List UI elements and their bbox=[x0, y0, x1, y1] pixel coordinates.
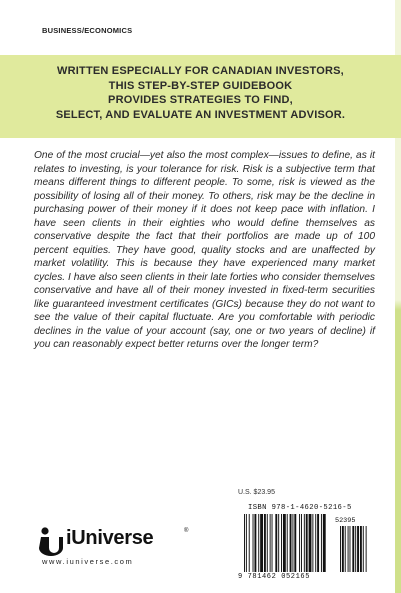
barcode-bar bbox=[299, 514, 300, 572]
barcode-bar bbox=[278, 514, 279, 572]
iuniverse-logo-icon bbox=[38, 526, 64, 556]
barcode-bar bbox=[244, 514, 245, 572]
barcode bbox=[240, 514, 376, 578]
headline-line-1: WRITTEN ESPECIALLY FOR CANADIAN INVESTORS, bbox=[57, 65, 344, 77]
barcode-addon-bar bbox=[355, 526, 356, 572]
barcode-bar bbox=[321, 514, 322, 572]
barcode-addon-bar bbox=[366, 526, 367, 572]
barcode-addon-bar bbox=[350, 526, 351, 572]
barcode-bar bbox=[323, 514, 326, 572]
isbn-label: ISBN 978-1-4620-5216-5 bbox=[248, 504, 352, 512]
barcode-bar bbox=[304, 514, 305, 572]
headline bbox=[18, 64, 383, 122]
barcode-bar bbox=[317, 514, 319, 572]
barcode-bar bbox=[264, 514, 266, 572]
barcode-bar bbox=[260, 514, 263, 572]
barcode-addon-bar bbox=[342, 526, 344, 572]
barcode-bar bbox=[306, 514, 308, 572]
barcode-bar bbox=[315, 514, 316, 572]
publisher-url: www.iuniverse.com bbox=[42, 557, 134, 566]
headline-line-4: SELECT, AND EVALUATE AN INVESTMENT ADVISOR. bbox=[55, 108, 346, 121]
registered-mark: ® bbox=[184, 528, 189, 534]
barcode-bar bbox=[246, 514, 247, 572]
barcode-bar bbox=[287, 514, 288, 572]
barcode-addon-bar bbox=[357, 526, 359, 572]
excerpt-paragraph: One of the most crucial—yet also the most complex—issues to define, as it relates to investing, is your tolerance for risk. Risk is a subjective term that means different things to different people. To some, risk is viewed as the possibility of losing all of their money. To others, risk may be the decline in purchasing power of their money if it does not keep pace with inflation. I have seen clients in their eighties who would define themselves as conservative despite the fact that their portfolios are made up of 100 percent equities. They have good, quality stocks and are unaffected by market volatility. This is because they have experienced many market cycles. I have also seen clients in their late forties who consider themselves conservative and have all of their money invested in fixed-term securities like guaranteed investment certificates (GICs) because they do not want to see the value of their capital fluctuate. Are you comfortable with periodic declines in the value of your account (say, one or two years of decline) if you can reasonably expect better returns over the longer term? bbox=[34, 150, 375, 350]
barcode-bar bbox=[290, 514, 292, 572]
barcode-bar bbox=[270, 514, 271, 572]
barcode-bar bbox=[294, 514, 296, 572]
barcode-digits: 9 781462 052165 bbox=[238, 573, 311, 581]
price-label: U.S. $23.95 bbox=[238, 489, 275, 496]
barcode-addon-bar bbox=[345, 526, 346, 572]
barcode-bar bbox=[292, 514, 293, 572]
barcode-bar bbox=[272, 514, 273, 572]
barcode-bar bbox=[258, 514, 259, 572]
barcode-addon-bar bbox=[363, 526, 364, 572]
barcode-bar bbox=[267, 514, 268, 572]
barcode-bar bbox=[309, 514, 312, 572]
barcode-bar bbox=[275, 514, 277, 572]
barcode-bar bbox=[281, 514, 282, 572]
category-label: BUSINESS/ECONOMICS bbox=[42, 26, 133, 35]
headline-line-2: THIS STEP-BY-STEP GUIDEBOOK bbox=[108, 79, 293, 92]
barcode-bar bbox=[254, 514, 256, 572]
barcode-addon-bar bbox=[360, 526, 362, 572]
barcode-bar bbox=[301, 514, 302, 572]
barcode-addon-bar bbox=[348, 526, 349, 572]
addon-code: 52395 bbox=[335, 517, 356, 525]
barcode-addon-bar bbox=[340, 526, 341, 572]
barcode-bar bbox=[283, 514, 286, 572]
barcode-addon-bar bbox=[352, 526, 354, 572]
headline-line-3: PROVIDES STRATEGIES TO FIND, bbox=[108, 94, 293, 106]
barcode-bar bbox=[249, 514, 250, 572]
publisher-name: iUniverse bbox=[66, 527, 154, 549]
barcode-bar bbox=[253, 514, 254, 572]
barcode-bar bbox=[312, 514, 313, 572]
